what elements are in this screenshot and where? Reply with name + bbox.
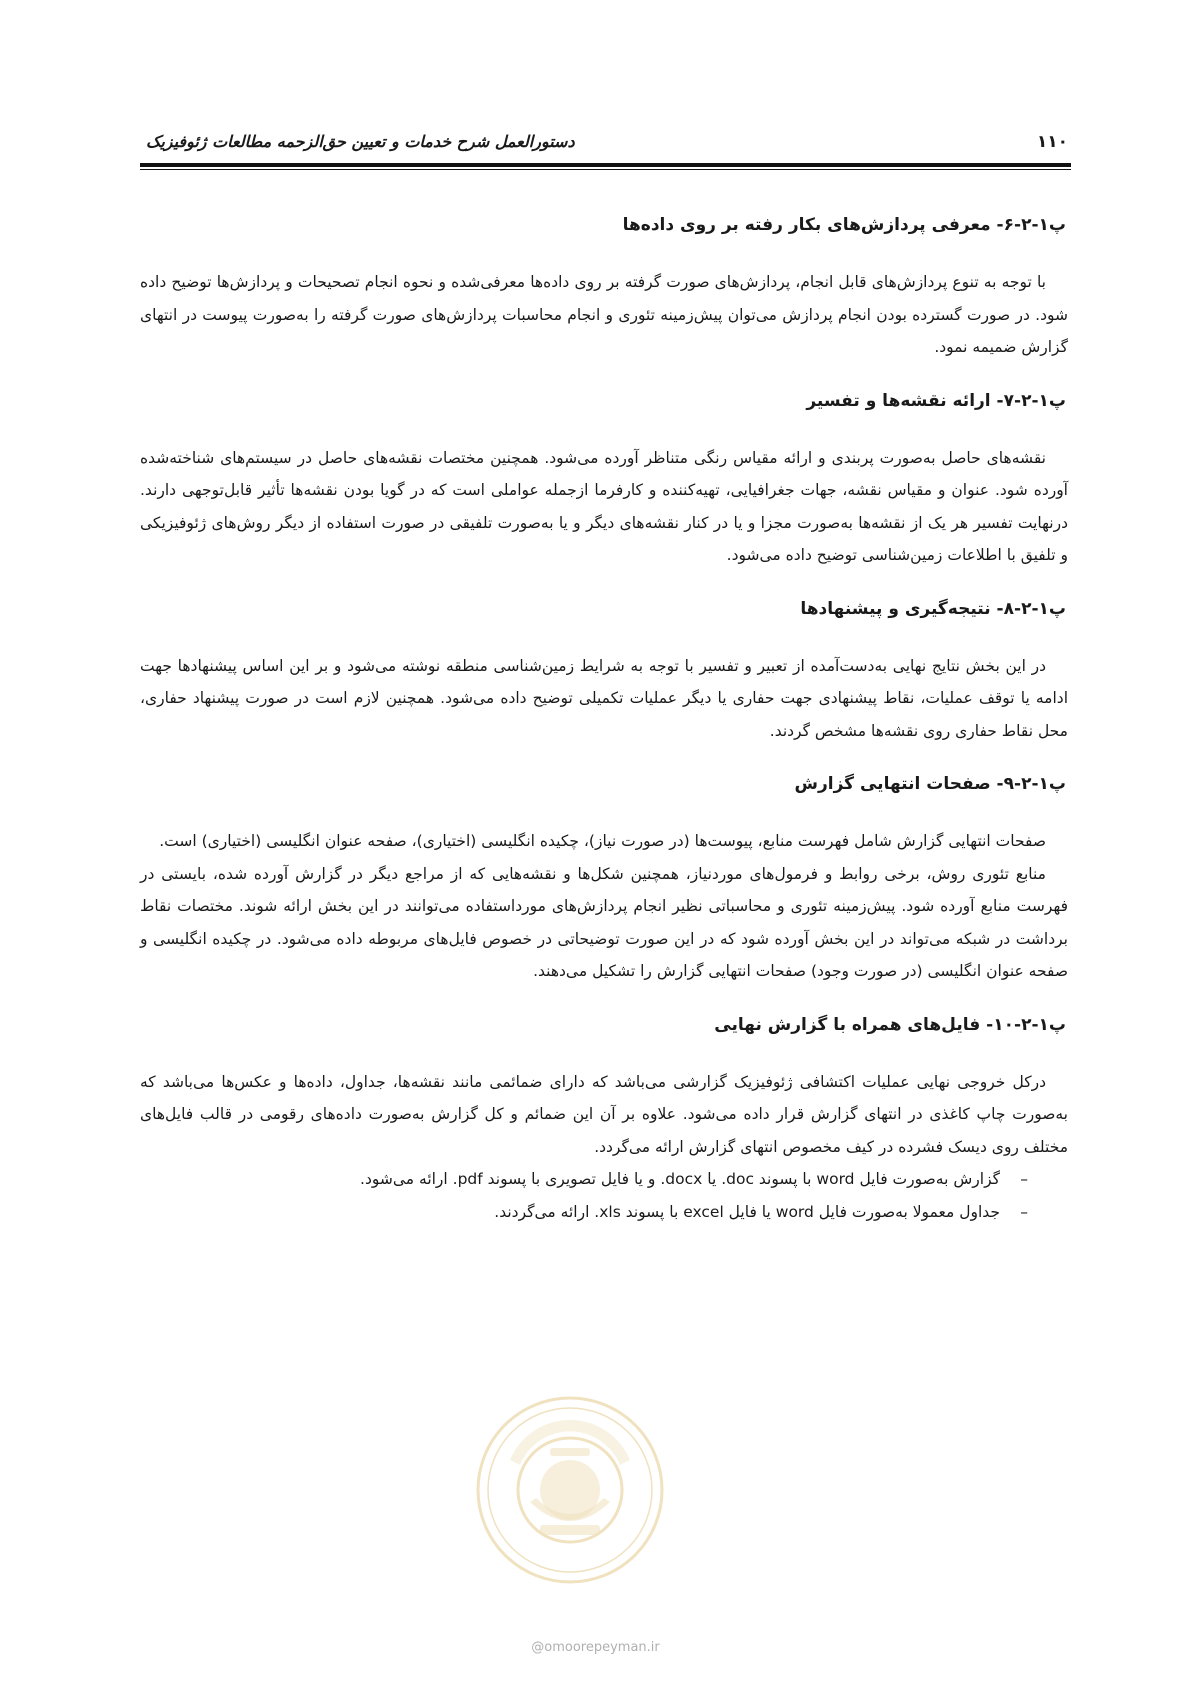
section-conclusion xyxy=(140,594,1068,748)
section-attached-files xyxy=(140,1010,1068,1229)
running-title: دستورالعمل شرح خدمات و تعیین حق‌الزحمه مطالعات ژئوفیزیک xyxy=(146,132,575,151)
section-maps xyxy=(140,386,1068,572)
page-number: ۱۱۰ xyxy=(1036,132,1068,152)
section-paragraph: نقشه‌های حاصل به‌صورت پربندی و ارائه مقیاس رنگی متناظر آورده می‌شود. همچنین مختصات نقشه‌های حاصل در سیستم‌های شناخته‌شده آورده شود. عنوان و مقیاس نقشه، جهات جغرافیایی، تهیه‌کننده و کارفرما ازجمله عواملی است که در گویا بودن نقشه‌ها تأثیر قابل‌توجهی دارند. درنهایت تفسیر هر یک از نقشه‌ها به‌صورت مجزا و یا در کنار نقشه‌های دیگر و یا به‌صورت تلفیقی در صورت استفاده از دیگر روش‌های ژئوفیزیکی و تلفیق با اطلاعات زمین‌شناسی توضیح داده می‌شود. xyxy=(140,448,1068,564)
section-processing xyxy=(140,210,1068,364)
document-body xyxy=(140,210,1068,1228)
watermark-seal-icon xyxy=(470,1390,670,1590)
section-paragraph: منابع تئوری روش، برخی روابط و فرمول‌های موردنیاز، همچنین شکل‌ها و نقشه‌هایی که از مراجع دیگر در گزارش آورده شده، بایستی در فهرست منابع آورده شود. پیش‌زمینه تئوری و محاسباتی نظیر انجام پردازش‌های مورداستفاده می‌توانند در این بخش ارائه شوند. مختصات نقاط برداشت در شبکه می‌تواند در این بخش آورده شود که در این صورت توضیحاتی در خصوص فایل‌های مربوطه داده می‌شود. در چکیده انگلیسی و صفحه عنوان انگلیسی (در صورت وجود) صفحات انتهایی گزارش را تشکیل می‌دهند. xyxy=(140,864,1068,980)
list-item-text: گزارش به‌صورت فایل word با پسوند doc. یا docx. و یا فایل تصویری با پسوند pdf. ارائه می‌شود. xyxy=(360,1170,1000,1188)
bullet-dash: – xyxy=(1020,1202,1028,1221)
list-item xyxy=(140,1196,1028,1229)
bullet-dash: – xyxy=(1020,1170,1028,1188)
section-end-pages xyxy=(140,769,1068,988)
header-rule-thin xyxy=(140,169,1071,170)
section-heading: پ۱-۲-۱۰- فایل‌های همراه با گزارش نهایی xyxy=(714,1014,1066,1035)
section-paragraph: با توجه به تنوع پردازش‌های قابل انجام، پردازش‌های صورت گرفته بر روی داده‌ها معرفی‌شده و نحوه انجام تصحیحات و پردازش‌ها توضیح داده شود. در صورت گسترده بودن انجام پردازش می‌توان پیش‌زمینه تئوری و انجام محاسبات پردازش‌های صورت گرفته را به‌صورت پیوست در انتهای گزارش ضمیمه نمود. xyxy=(140,273,1068,356)
list-item-text: جداول معمولا به‌صورت فایل word یا فایل excel با پسوند xls. ارائه می‌گردند. xyxy=(494,1202,1000,1221)
section-heading: پ۱-۲-۹- صفحات انتهایی گزارش xyxy=(794,774,1066,794)
section-paragraph: درکل خروجی نهایی عملیات اکتشافی ژئوفیزیک گزارشی می‌باشد که دارای ضمائمی مانند نقشه‌ها، جداول، داده‌ها و عکس‌ها می‌باشد که به‌صورت چاپ کاغذی در انتهای گزارش قرار داده می‌شود. علاوه بر آن این ضمائم و کل گزارش به‌صورت داده‌های رقومی در قالب فایل‌های مختلف روی دیسک فشرده در کیف مخصوص انتهای گزارش ارائه می‌گردد. xyxy=(140,1072,1068,1156)
page-header xyxy=(140,128,1068,162)
section-paragraph: صفحات انتهایی گزارش شامل فهرست منابع، پیوست‌ها (در صورت نیاز)، چکیده انگلیسی (اختیاری)، صفحه عنوان انگلیسی (اختیاری) است. xyxy=(159,832,1046,850)
watermark-url: @omoorepeyman.ir xyxy=(531,1640,660,1655)
section-heading: پ۱-۲-۷- ارائه نقشه‌ها و تفسیر xyxy=(806,390,1066,411)
header-rule-thick xyxy=(140,163,1071,167)
list-item xyxy=(140,1163,1028,1196)
file-format-list xyxy=(140,1163,1068,1228)
section-heading: پ۱-۲-۶- معرفی پردازش‌های بکار رفته بر روی داده‌ها xyxy=(622,215,1066,235)
section-paragraph: در این بخش نتایج نهایی به‌دست‌آمده از تعبیر و تفسیر با توجه به شرایط زمین‌شناسی منطقه نوشته می‌شود و بر این اساس پیشنهادها جهت ادامه یا توقف عملیات، نقاط پیشنهادی جهت حفاری یا دیگر عملیات تکمیلی توضیح داده می‌شود. همچنین لازم است در صورت پیشنهاد حفاری، محل نقاط حفاری روی نقشه‌ها مشخص گردند. xyxy=(140,656,1068,740)
section-heading: پ۱-۲-۸- نتیجه‌گیری و پیشنهادها xyxy=(800,598,1066,619)
